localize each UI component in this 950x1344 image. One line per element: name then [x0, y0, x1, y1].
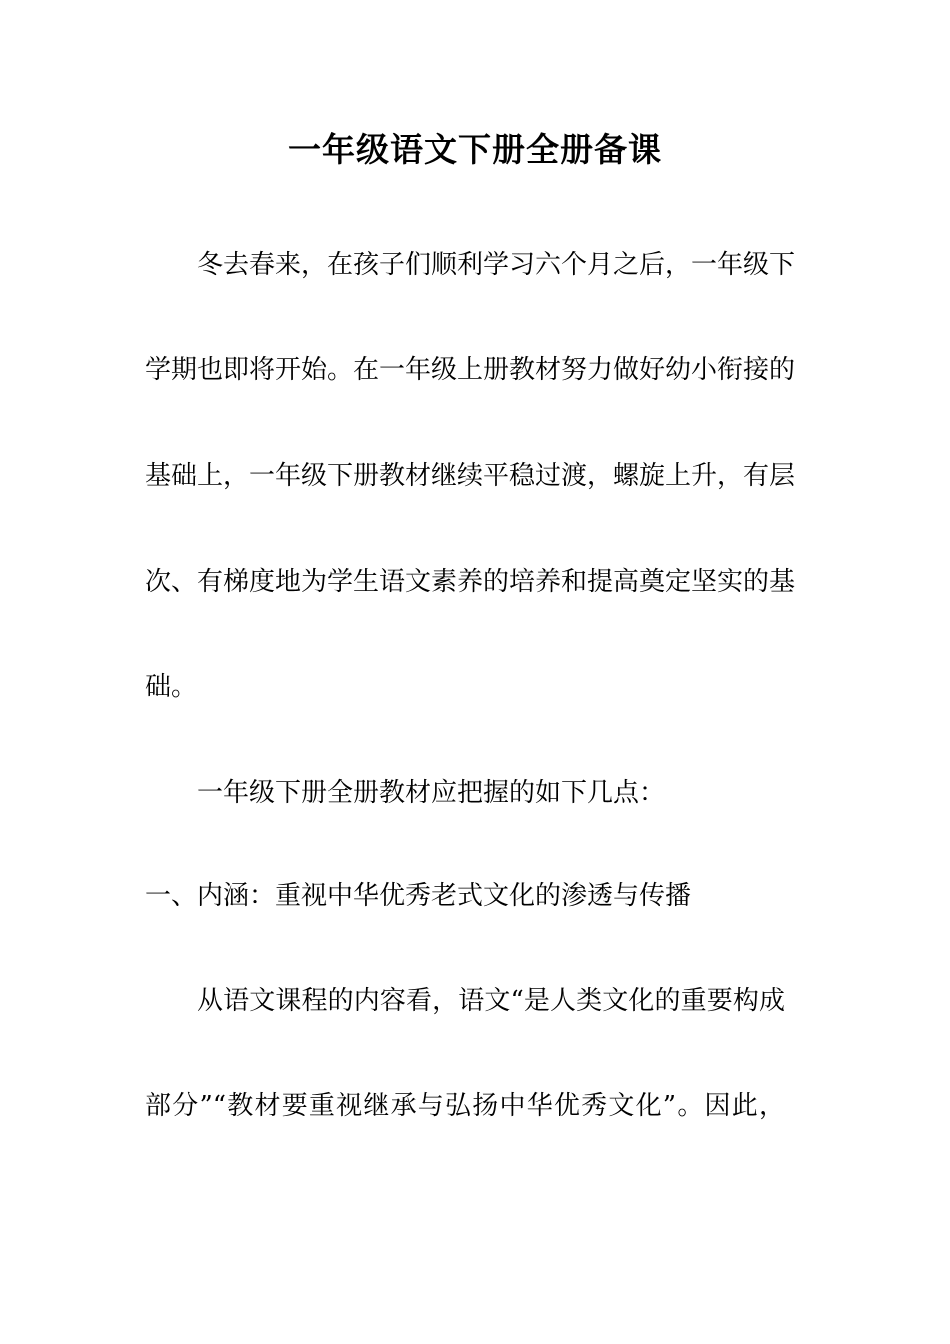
document-title: 一年级语文下册全册备课 [288, 130, 662, 169]
section-heading: 一、内涵：重视中华优秀老式文化的渗透与传播 [145, 881, 692, 911]
paragraph-line: 一年级下册全册教材应把握的如下几点： [197, 778, 666, 808]
paragraph-line: 冬去春来，在孩子们顺利学习六个月之后，一年级下 [197, 250, 796, 280]
paragraph-line: 次、有梯度地为学生语文素养的培养和提高奠定坚实的基 [145, 567, 796, 597]
paragraph-line: 部分”“教材要重视继承与弘扬中华优秀文化”。因此， [145, 1091, 785, 1121]
paragraph-line: 从语文课程的内容看，语文“是人类文化的重要构成 [197, 986, 785, 1016]
paragraph-line: 础。 [145, 672, 198, 702]
paragraph-line: 基础上，一年级下册教材继续平稳过渡，螺旋上升，有层 [145, 461, 796, 491]
paragraph-line: 学期也即将开始。在一年级上册教材努力做好幼小衔接的 [145, 355, 796, 385]
